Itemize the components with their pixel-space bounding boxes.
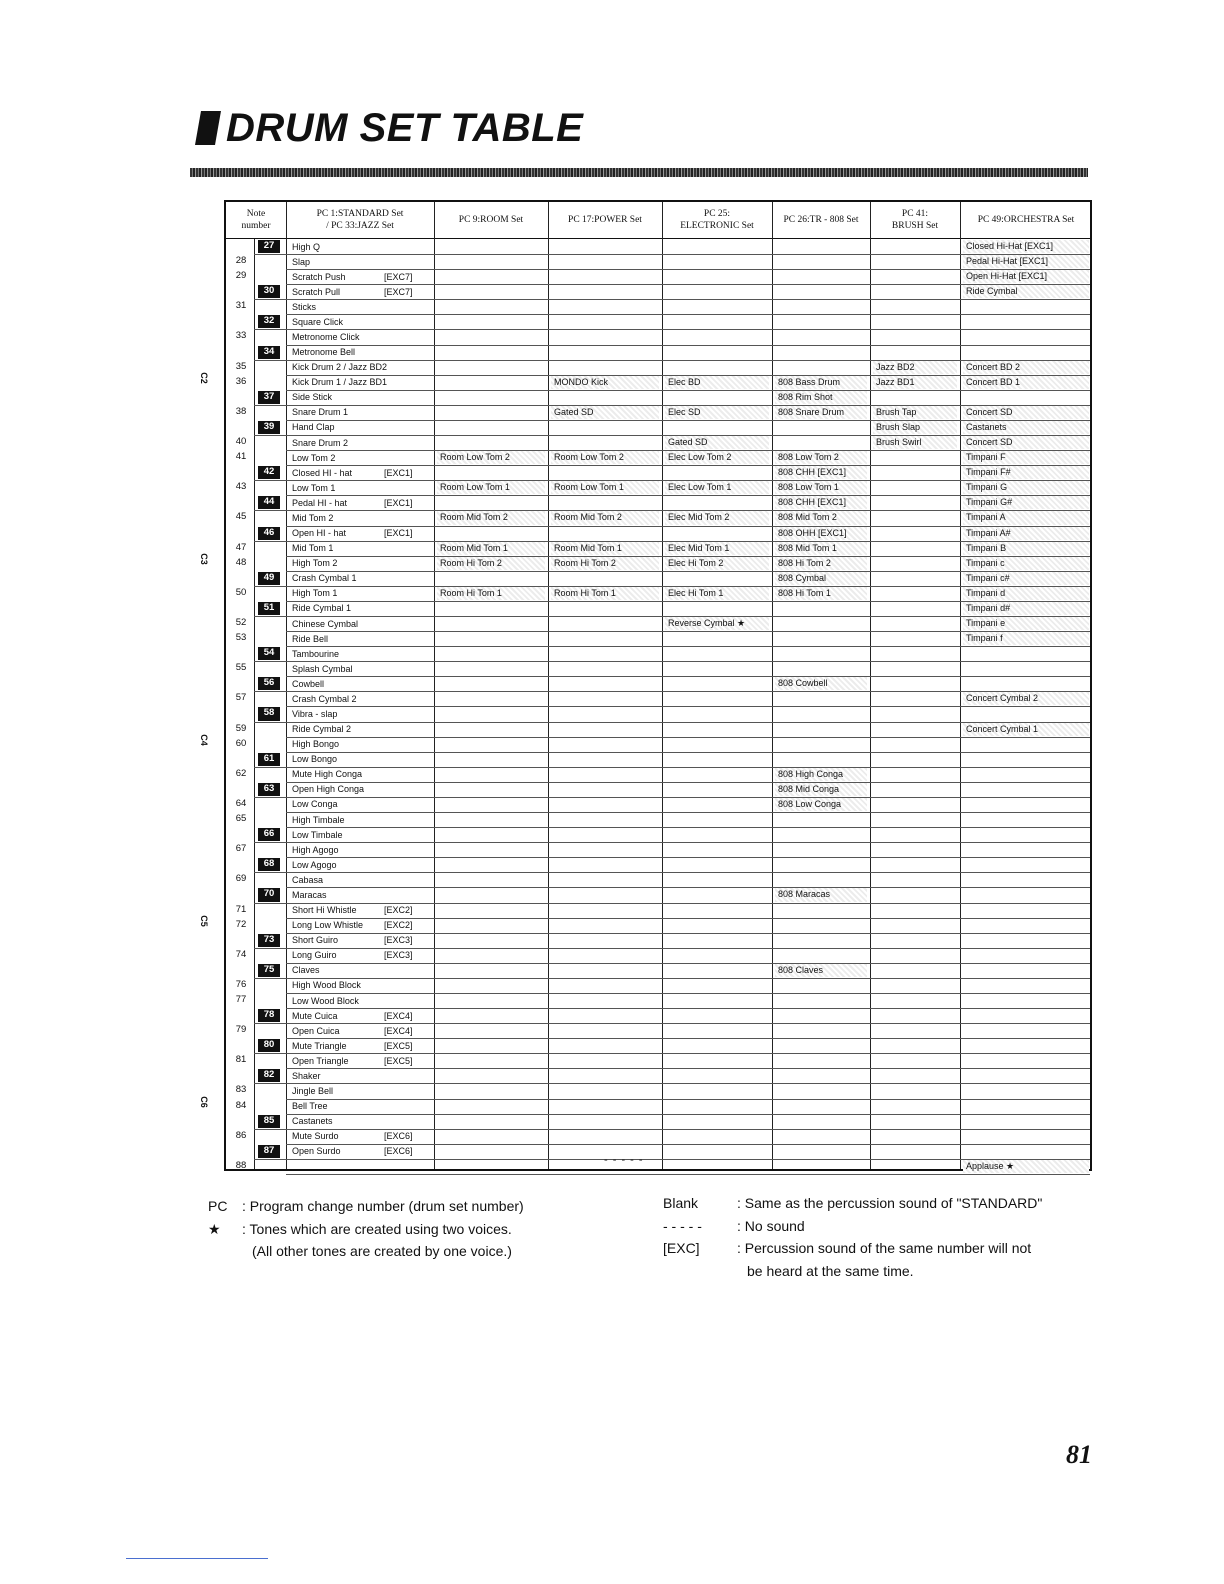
variation-cell: 808 OHH [EXC1] — [775, 527, 867, 540]
octave-label: C6 — [199, 1095, 209, 1108]
octave-label: C4 — [199, 733, 209, 746]
instrument-name: Open Surdo — [292, 1146, 341, 1157]
exclusive-group: [EXC1] — [384, 497, 413, 508]
no-sound-marker: - - - - - — [604, 1154, 644, 1166]
note-number: 81 — [235, 1054, 247, 1066]
note-number: 45 — [235, 511, 247, 523]
exclusive-group: [EXC3] — [384, 935, 413, 946]
variation-cell: Elec Low Tom 1 — [665, 481, 769, 494]
variation-cell: 808 Cymbal — [775, 572, 867, 585]
variation-cell: Concert BD 2 — [963, 361, 1089, 374]
note-number: 36 — [235, 375, 247, 387]
instrument-name: Tambourine — [292, 648, 340, 659]
note-number: 70 — [258, 888, 280, 901]
row-divider — [286, 827, 1090, 828]
row-divider — [254, 767, 1090, 768]
note-number: 50 — [235, 586, 247, 598]
exclusive-group: [EXC7] — [384, 271, 413, 282]
variation-cell: Room Mid Tom 1 — [437, 542, 545, 555]
variation-cell: Room Hi Tom 2 — [437, 557, 545, 570]
exclusive-group: [EXC2] — [384, 920, 413, 931]
variation-cell: Room Mid Tom 1 — [551, 542, 659, 555]
legend-row: PC : Program change number (drum set number) — [208, 1198, 524, 1214]
note-number: 37 — [258, 391, 280, 404]
row-divider — [254, 842, 1090, 843]
note-number: 51 — [258, 602, 280, 615]
column-header: PC 9:ROOM Set — [458, 215, 524, 225]
instrument-name: High Tom 2 — [292, 558, 338, 569]
note-number: 48 — [235, 556, 247, 568]
row-divider — [254, 329, 1090, 330]
instrument-name: Ride Cymbal 1 — [292, 603, 352, 614]
note-number: 47 — [235, 541, 247, 553]
legend-row: be heard at the same time. — [747, 1262, 914, 1279]
note-number: 85 — [258, 1115, 280, 1128]
note-number: 64 — [235, 797, 247, 809]
instrument-name: Mute Triangle — [292, 1040, 347, 1051]
exclusive-group: [EXC2] — [384, 905, 413, 916]
legend-row: - - - - - : No sound — [663, 1217, 805, 1234]
variation-cell: Brush Swirl — [873, 436, 957, 449]
note-number: 55 — [235, 662, 247, 674]
row-divider — [286, 1174, 1090, 1175]
note-number: 74 — [235, 948, 247, 960]
variation-cell: Timpani F — [963, 451, 1089, 464]
note-number: 54 — [258, 647, 280, 660]
instrument-name: Kick Drum 1 / Jazz BD1 — [292, 377, 388, 388]
note-number: 72 — [235, 918, 247, 930]
variation-cell: Timpani A# — [963, 527, 1089, 540]
variation-cell: Jazz BD1 — [873, 376, 957, 389]
row-divider — [254, 903, 1090, 904]
variation-cell: Timpani B — [963, 542, 1089, 555]
legend-row: (All other tones are created by one voice.) — [252, 1243, 512, 1259]
variation-cell: Elec Low Tom 2 — [665, 451, 769, 464]
instrument-name: Mute Cuica — [292, 1010, 338, 1021]
note-number: 38 — [235, 405, 247, 417]
instrument-name: Pedal HI - hat — [292, 497, 348, 508]
row-divider — [286, 782, 1090, 783]
variation-cell: 808 Cowbell — [775, 677, 867, 690]
instrument-name: Low Tom 1 — [292, 482, 336, 493]
instrument-name: Open Triangle — [292, 1055, 349, 1066]
variation-cell: Timpani f — [963, 632, 1089, 645]
exclusive-group: [EXC1] — [384, 467, 413, 478]
row-divider — [286, 857, 1090, 858]
exclusive-group: [EXC4] — [384, 1010, 413, 1021]
title-rule — [190, 168, 1088, 177]
row-divider — [254, 1023, 1090, 1024]
variation-cell: 808 Hi Tom 1 — [775, 587, 867, 600]
note-number: 79 — [235, 1024, 247, 1036]
note-number: 80 — [258, 1039, 280, 1052]
legend-left — [208, 1195, 524, 1263]
row-divider — [286, 1099, 1090, 1100]
variation-cell: Room Mid Tom 2 — [437, 511, 545, 524]
note-number: 56 — [258, 677, 280, 690]
instrument-name: Bell Tree — [292, 1101, 328, 1112]
instrument-name: Low Agogo — [292, 859, 337, 870]
variation-cell: 808 Mid Conga — [775, 783, 867, 796]
variation-cell: Concert Cymbal 2 — [963, 692, 1089, 705]
legend-right — [663, 1192, 1042, 1282]
variation-cell: Timpani G# — [963, 496, 1089, 509]
row-divider — [254, 978, 1090, 979]
note-number: 76 — [235, 978, 247, 990]
variation-cell: 808 Low Conga — [775, 798, 867, 811]
variation-cell: Timpani F# — [963, 466, 1089, 479]
note-number: 84 — [235, 1099, 247, 1111]
note-number: 40 — [235, 436, 247, 448]
note-number: 53 — [235, 632, 247, 644]
note-number: 29 — [235, 270, 247, 282]
variation-cell: 808 High Conga — [775, 768, 867, 781]
instrument-name: Hand Clap — [292, 422, 335, 433]
instrument-name: Shaker — [292, 1070, 321, 1081]
instrument-name: Claves — [292, 965, 320, 976]
instrument-name: High Agogo — [292, 844, 339, 855]
column-header: Note number — [241, 209, 271, 231]
variation-cell: Gated SD — [665, 436, 769, 449]
row-divider — [286, 1068, 1090, 1069]
note-number: 65 — [235, 813, 247, 825]
legend-row: [EXC] : Percussion sound of the same number will not — [663, 1240, 1032, 1256]
note-number: 77 — [235, 994, 247, 1005]
variation-cell: Timpani e — [963, 617, 1089, 630]
row-divider — [286, 646, 1090, 647]
variation-cell: Brush Tap — [873, 406, 957, 419]
variation-cell: Ride Cymbal — [963, 285, 1089, 298]
variation-cell: 808 Mid Tom 1 — [775, 542, 867, 555]
instrument-name: Sticks — [292, 301, 317, 312]
instrument-name: Scratch Pull — [292, 286, 341, 297]
variation-cell: Timpani A — [963, 511, 1089, 524]
instrument-name: Castanets — [292, 1116, 333, 1127]
note-number: 27 — [258, 240, 280, 253]
instrument-name: Splash Cymbal — [292, 663, 353, 674]
octave-label: C3 — [199, 552, 209, 565]
drum-set-table — [224, 200, 1092, 1171]
note-number: 34 — [258, 346, 280, 359]
instrument-name: Snare Drum 2 — [292, 437, 349, 448]
variation-cell: 808 Maracas — [775, 888, 867, 901]
note-number: 52 — [235, 617, 247, 628]
note-number: 57 — [235, 692, 247, 704]
variation-cell: Elec Mid Tom 1 — [665, 542, 769, 555]
exclusive-group: [EXC1] — [384, 528, 413, 539]
row-divider — [254, 948, 1090, 949]
exclusive-group: [EXC6] — [384, 1146, 413, 1157]
instrument-name: Short Hi Whistle — [292, 905, 357, 916]
note-number: 71 — [235, 903, 247, 915]
note-number: 28 — [235, 255, 247, 267]
instrument-name: Low Conga — [292, 799, 338, 810]
row-divider — [254, 299, 1090, 300]
note-number: 78 — [258, 1009, 280, 1022]
variation-cell: Gated SD — [551, 406, 659, 419]
note-number: 60 — [235, 737, 247, 749]
variation-cell: 808 Rim Shot — [775, 391, 867, 404]
instrument-name: Kick Drum 2 / Jazz BD2 — [292, 362, 388, 373]
instrument-name: Open HI - hat — [292, 528, 347, 539]
instrument-name: High Bongo — [292, 739, 340, 750]
instrument-name: Cabasa — [292, 874, 324, 885]
page-title: DRUM SET TABLE — [198, 104, 583, 152]
instrument-name: Long Low Whistle — [292, 920, 364, 931]
variation-cell: Elec Hi Tom 2 — [665, 557, 769, 570]
column-header: PC 25: ELECTRONIC Set — [680, 209, 754, 231]
variation-cell: Applause ★ — [963, 1160, 1089, 1173]
variation-cell: Reverse Cymbal ★ — [665, 617, 769, 630]
variation-cell: 808 Low Tom 1 — [775, 481, 867, 494]
note-number: 88 — [235, 1159, 247, 1171]
variation-cell: Closed Hi-Hat [EXC1] — [963, 240, 1089, 253]
instrument-name: High Tom 1 — [292, 588, 338, 599]
variation-cell: Timpani d# — [963, 602, 1089, 615]
note-number: 87 — [258, 1145, 280, 1158]
row-divider — [286, 887, 1090, 888]
variation-cell: Timpani c — [963, 557, 1089, 570]
exclusive-group: [EXC5] — [384, 1040, 413, 1051]
page-number: 81 — [1066, 1440, 1092, 1469]
variation-cell: Concert SD — [963, 406, 1089, 419]
instrument-name: Open Cuica — [292, 1025, 340, 1036]
note-number: 43 — [235, 481, 247, 493]
instrument-name: Vibra - slap — [292, 708, 338, 719]
note-number: 49 — [258, 572, 280, 585]
note-number: 39 — [258, 421, 280, 434]
instrument-name: Ride Bell — [292, 633, 329, 644]
column-header: PC 41: BRUSH Set — [891, 209, 939, 231]
row-divider — [254, 872, 1090, 873]
variation-cell: 808 Hi Tom 2 — [775, 557, 867, 570]
variation-cell: 808 Low Tom 2 — [775, 451, 867, 464]
instrument-name: Short Guiro — [292, 935, 339, 946]
note-number: 42 — [258, 466, 280, 479]
instrument-name: Scratch Push — [292, 271, 346, 282]
variation-cell: Room Low Tom 2 — [437, 451, 545, 464]
row-divider — [286, 737, 1090, 738]
octave-label: C5 — [199, 914, 209, 927]
instrument-name: Metronome Bell — [292, 347, 356, 358]
row-divider — [286, 706, 1090, 707]
note-number: 58 — [258, 707, 280, 720]
note-number: 46 — [258, 527, 280, 540]
instrument-name: Low Timbale — [292, 829, 343, 840]
instrument-name: Snare Drum 1 — [292, 407, 349, 418]
row-divider — [254, 1053, 1090, 1054]
row-divider — [254, 661, 1090, 662]
note-number: 41 — [235, 451, 247, 463]
variation-cell: MONDO Kick — [551, 376, 659, 389]
note-number: 75 — [258, 964, 280, 977]
row-divider — [286, 752, 1090, 753]
note-number: 83 — [235, 1084, 247, 1096]
row-divider — [286, 963, 1090, 964]
row-divider — [286, 1114, 1090, 1115]
instrument-name: Cowbell — [292, 678, 325, 689]
exclusive-group: [EXC7] — [384, 286, 413, 297]
variation-cell: 808 Bass Drum — [775, 376, 867, 389]
exclusive-group: [EXC5] — [384, 1055, 413, 1066]
row-divider — [286, 345, 1090, 346]
row-divider — [254, 1083, 1090, 1084]
variation-cell: Pedal Hi-Hat [EXC1] — [963, 255, 1089, 268]
note-number: 82 — [258, 1069, 280, 1082]
instrument-name: Chinese Cymbal — [292, 618, 359, 629]
note-number: 73 — [258, 934, 280, 947]
legend-row: ★ : Tones which are created using two voices. — [208, 1220, 512, 1237]
row-divider — [286, 812, 1090, 813]
instrument-name: High Q — [292, 241, 321, 252]
instrument-name: Open High Conga — [292, 784, 365, 795]
note-number: 67 — [235, 843, 247, 855]
instrument-name: Maracas — [292, 889, 327, 900]
variation-cell: Elec Hi Tom 1 — [665, 587, 769, 600]
variation-cell: Timpani G — [963, 481, 1089, 494]
note-number: 66 — [258, 828, 280, 841]
row-divider — [286, 314, 1090, 315]
note-number: 44 — [258, 496, 280, 509]
note-number: 33 — [235, 330, 247, 342]
footer-rule — [126, 1558, 268, 1559]
exclusive-group: [EXC4] — [384, 1025, 413, 1036]
exclusive-group: [EXC6] — [384, 1131, 413, 1142]
variation-cell: 808 CHH [EXC1] — [775, 496, 867, 509]
column-header: PC 17:POWER Set — [568, 215, 642, 225]
column-header: PC 49:ORCHESTRA Set — [977, 215, 1075, 225]
variation-cell: Room Hi Tom 1 — [437, 587, 545, 600]
instrument-name: Square Click — [292, 316, 344, 327]
instrument-name: Mute High Conga — [292, 769, 363, 780]
row-divider — [254, 1129, 1090, 1130]
variation-cell: 808 Snare Drum — [775, 406, 867, 419]
instrument-name: High Wood Block — [292, 980, 361, 991]
note-number: 62 — [235, 767, 247, 779]
variation-cell: Timpani c# — [963, 572, 1089, 585]
instrument-name: Closed HI - hat — [292, 467, 353, 478]
instrument-name: Ride Cymbal 2 — [292, 724, 352, 735]
column-header: PC 26:TR - 808 Set — [783, 215, 859, 225]
exclusive-group: [EXC3] — [384, 950, 413, 961]
instrument-name: Mid Tom 1 — [292, 543, 334, 554]
column-header: PC 1:STANDARD Set / PC 33:JAZZ Set — [316, 209, 404, 231]
variation-cell: Brush Slap — [873, 421, 957, 434]
octave-label: C2 — [199, 371, 209, 384]
row-divider — [254, 797, 1090, 798]
instrument-name: Mute Surdo — [292, 1131, 339, 1142]
instrument-name: Low Tom 2 — [292, 452, 336, 463]
variation-cell: Elec Mid Tom 2 — [665, 511, 769, 524]
variation-cell: Room Hi Tom 2 — [551, 557, 659, 570]
variation-cell: Room Hi Tom 1 — [551, 587, 659, 600]
variation-cell: 808 Claves — [775, 964, 867, 977]
instrument-name: Low Wood Block — [292, 995, 359, 1006]
note-number: 31 — [235, 300, 247, 312]
legend-row: Blank : Same as the percussion sound of "STANDARD" — [663, 1195, 1043, 1211]
variation-cell: Jazz BD2 — [873, 361, 957, 374]
instrument-name: Jingle Bell — [292, 1085, 334, 1096]
variation-cell: Elec BD — [665, 376, 769, 389]
instrument-name: Crash Cymbal 1 — [292, 573, 357, 584]
note-number: 63 — [258, 783, 280, 796]
instrument-name: Crash Cymbal 2 — [292, 693, 357, 704]
variation-cell: Elec SD — [665, 406, 769, 419]
variation-cell: Room Low Tom 1 — [551, 481, 659, 494]
variation-cell: Timpani d — [963, 587, 1089, 600]
variation-cell: Open Hi-Hat [EXC1] — [963, 270, 1089, 283]
note-number: 86 — [235, 1129, 247, 1141]
variation-cell: Room Low Tom 2 — [551, 451, 659, 464]
note-number: 61 — [258, 753, 280, 766]
variation-cell: Castanets — [963, 421, 1089, 434]
note-number: 68 — [258, 858, 280, 871]
instrument-name: Mid Tom 2 — [292, 512, 334, 523]
instrument-name: Low Bongo — [292, 754, 338, 765]
note-column-divider — [254, 239, 255, 1169]
variation-cell: Room Mid Tom 2 — [551, 511, 659, 524]
note-number: 69 — [235, 873, 247, 885]
variation-cell: 808 Mid Tom 2 — [775, 511, 867, 524]
instrument-name: Long Guiro — [292, 950, 337, 961]
note-number: 30 — [258, 285, 280, 298]
variation-cell: Concert Cymbal 1 — [963, 723, 1089, 736]
note-number: 32 — [258, 315, 280, 328]
title-square-icon — [195, 111, 221, 145]
row-divider — [286, 390, 1090, 391]
instrument-name: Metronome Click — [292, 331, 360, 342]
row-divider — [286, 676, 1090, 677]
variation-cell: 808 CHH [EXC1] — [775, 466, 867, 479]
variation-cell: Concert BD 1 — [963, 376, 1089, 389]
row-divider — [286, 993, 1090, 994]
instrument-name: High Timbale — [292, 814, 345, 825]
instrument-name: Slap — [292, 256, 311, 267]
note-number: 59 — [235, 722, 247, 734]
variation-cell: Room Low Tom 1 — [437, 481, 545, 494]
instrument-name: Side Stick — [292, 392, 333, 403]
variation-cell: Concert SD — [963, 436, 1089, 449]
note-number: 35 — [235, 360, 247, 372]
